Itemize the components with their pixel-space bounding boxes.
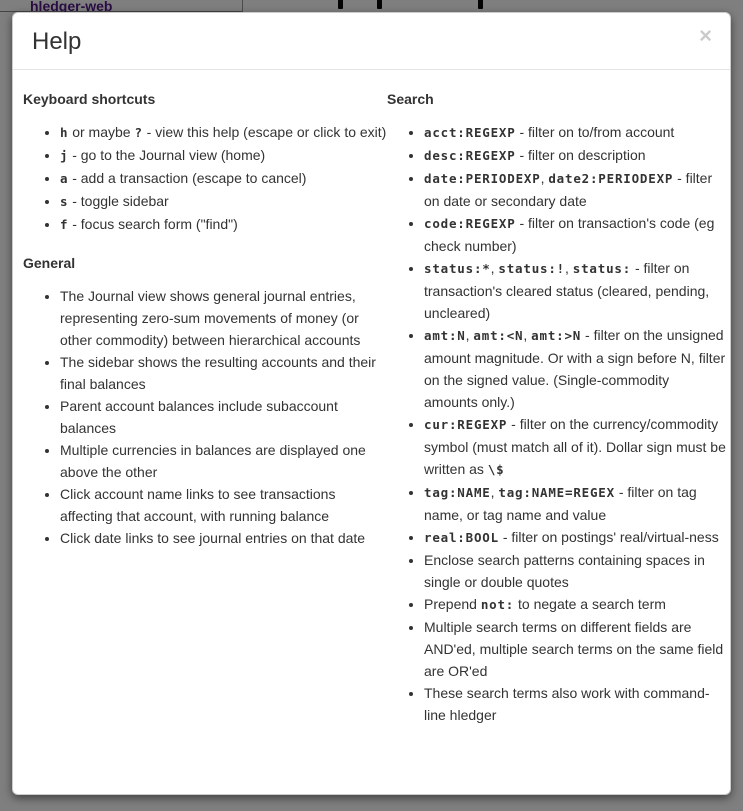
help-modal bbox=[12, 12, 731, 795]
help-list-item: • cur:REGEXP - filter on the currency/commodity symbol (must match all of it). Dollar sign must be written as \$ bbox=[424, 413, 726, 481]
help-list-item: • acct:REGEXP - filter on to/from account bbox=[424, 121, 726, 144]
help-list-item: • a - add a transaction (escape to cancel) bbox=[60, 167, 387, 190]
code-term: date:PERIODEXP bbox=[424, 171, 541, 186]
code-term: j bbox=[60, 148, 69, 163]
code-term: ? bbox=[134, 125, 143, 140]
code-term: code:REGEXP bbox=[424, 216, 516, 231]
code-term: h bbox=[60, 125, 69, 140]
code-term: tag:NAME=REGEX bbox=[498, 485, 615, 500]
help-list-item: • Parent account balances include subaccount balances bbox=[60, 395, 387, 439]
help-column-left bbox=[23, 85, 387, 736]
section-heading: General bbox=[23, 255, 76, 271]
help-list-item: • date:PERIODEXP, date2:PERIODEXP - filter on date or secondary date bbox=[424, 167, 726, 212]
modal-body bbox=[13, 70, 730, 756]
help-list-item: • tag:NAME, tag:NAME=REGEX - filter on tag name, or tag name and value bbox=[424, 481, 726, 526]
help-list-item: • The sidebar shows the resulting accounts and their final balances bbox=[60, 351, 387, 395]
modal-title: Help bbox=[32, 28, 82, 55]
code-term: tag:NAME bbox=[424, 485, 491, 500]
help-list-item: • amt:N, amt:<N, amt:>N - filter on the unsigned amount magnitude. Or with a sign before N, filter on the signed value. (Single-commodity amounts only.) bbox=[424, 324, 726, 413]
general-list bbox=[23, 285, 387, 549]
code-term: \$ bbox=[487, 462, 505, 477]
help-list-item: • The Journal view shows general journal entries, representing zero-sum movements of money (or other commodity) between hierarchical accounts bbox=[60, 285, 387, 351]
keyboard-shortcuts-list bbox=[23, 121, 387, 236]
section-search bbox=[387, 91, 726, 726]
help-list-item: • These search terms also work with command-line hledger bbox=[424, 682, 726, 726]
help-list-item: • Enclose search patterns containing spaces in single or double quotes bbox=[424, 549, 726, 593]
code-term: status: bbox=[572, 261, 632, 276]
help-list-item: • status:*, status:!, status: - filter on transaction's cleared status (cleared, pending, uncleared) bbox=[424, 257, 726, 324]
help-list-item: • f - focus search form ("find") bbox=[60, 213, 387, 236]
code-term: a bbox=[60, 171, 69, 186]
close-icon[interactable]: × bbox=[699, 23, 712, 48]
help-list-item: • Prepend not: to negate a search term bbox=[424, 593, 726, 616]
help-list-item: • code:REGEXP - filter on transaction's code (eg check number) bbox=[424, 212, 726, 257]
section-heading: Search bbox=[387, 91, 434, 107]
code-term: f bbox=[60, 217, 69, 232]
section-heading: Keyboard shortcuts bbox=[23, 91, 156, 107]
section-general bbox=[23, 255, 387, 549]
help-list-item: • Multiple search terms on different fields are AND'ed, multiple search terms on the same field are OR'ed bbox=[424, 616, 726, 682]
search-terms-list bbox=[387, 121, 726, 726]
help-list-item: • Click account name links to see transactions affecting that account, with running balance bbox=[60, 483, 387, 527]
code-term: amt:N bbox=[424, 328, 466, 343]
help-list-item: • h or maybe ? - view this help (escape or click to exit) bbox=[60, 121, 387, 144]
code-term: real:BOOL bbox=[424, 530, 499, 545]
help-list-item: • Multiple currencies in balances are displayed one above the other bbox=[60, 439, 387, 483]
code-term: s bbox=[60, 194, 69, 209]
code-term: amt:<N bbox=[473, 328, 524, 343]
code-term: desc:REGEXP bbox=[424, 148, 516, 163]
help-list-item: • j - go to the Journal view (home) bbox=[60, 144, 387, 167]
code-term: status:! bbox=[498, 261, 565, 276]
code-term: cur:REGEXP bbox=[424, 417, 508, 432]
help-column-right bbox=[387, 85, 726, 736]
code-term: date2:PERIODEXP bbox=[548, 171, 674, 186]
help-list-item: • Click date links to see journal entries on that date bbox=[60, 527, 387, 549]
code-term: status:* bbox=[424, 261, 491, 276]
code-term: not: bbox=[480, 597, 515, 612]
section-keyboard-shortcuts bbox=[23, 91, 387, 236]
modal-header bbox=[13, 13, 730, 70]
help-list-item: • s - toggle sidebar bbox=[60, 190, 387, 213]
help-list-item: • desc:REGEXP - filter on description bbox=[424, 144, 726, 167]
code-term: amt:>N bbox=[531, 328, 582, 343]
help-list-item: • real:BOOL - filter on postings' real/virtual-ness bbox=[424, 526, 726, 549]
code-term: acct:REGEXP bbox=[424, 125, 516, 140]
